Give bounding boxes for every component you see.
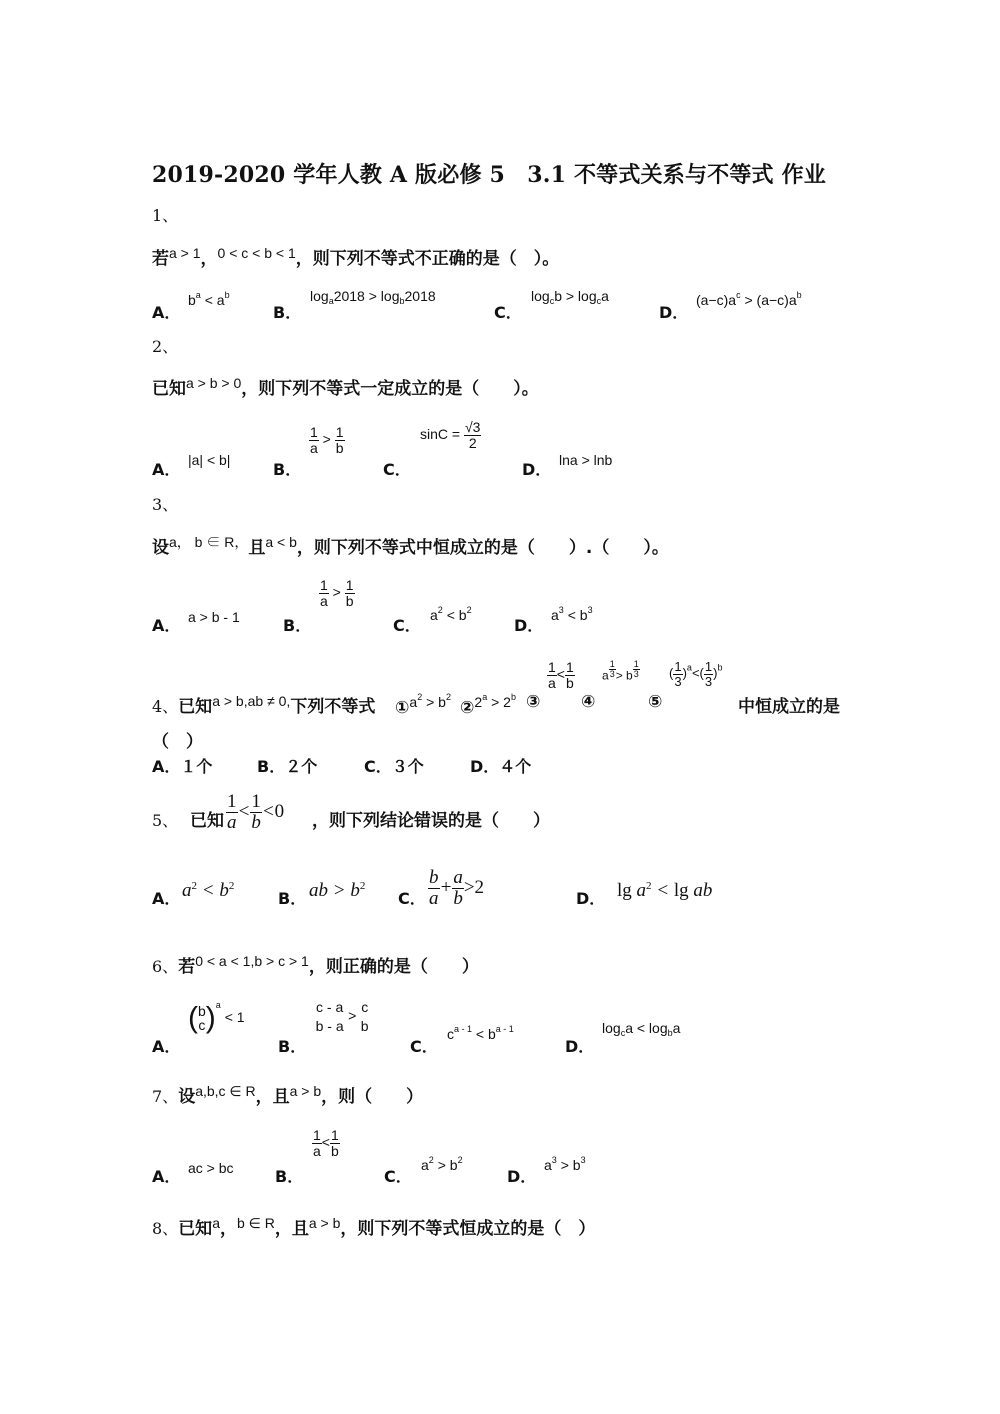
q6-option-b-math: c - a b - a > c b [315, 999, 369, 1034]
q4-tail: 中恒成立的是 [738, 697, 840, 717]
q4-option-a: A．１个 [152, 757, 213, 776]
q1-option-b-label: B． [273, 303, 302, 322]
question-8-stem: 8、已知$^a$，$^{b \in R}$，且$^{a > b}$，则下列不等式恒成立的是（ ） [152, 1215, 596, 1239]
q7-option-b-label: B． [275, 1167, 304, 1186]
q2-option-b-math: $\frac{1}{a}$ > $\frac{1}{b}$ [310, 424, 344, 456]
q5-option-d-math: $\lg a^2 < \lg$ ab [617, 880, 713, 901]
q5-option-a-math: $a^2 < b^2$ [182, 880, 235, 901]
q7-option-a-math: ac > bc [188, 1160, 234, 1176]
q1-option-c-label: C． [494, 303, 522, 322]
q2-option-d-math: lna > lnb [559, 452, 613, 468]
q1-option-a-label: A． [152, 303, 181, 322]
q7-option-b-math: $\frac{1}{a}$ < $\frac{1}{b}$ [313, 1127, 339, 1159]
q3-option-d-label: D． [514, 616, 544, 635]
q6-option-c-math: $c^{a - 1} < b^{a - 1}$ [447, 1024, 514, 1042]
q5-option-b-math: ab > $b^2$ [309, 880, 366, 901]
q4-item-3: ③ [526, 692, 541, 712]
q5-option-c-math: $\frac{b}{a}$ + $\frac{a}{b}$ >2 [429, 867, 485, 909]
q4-option-c: C．３个 [364, 757, 424, 776]
question-2-number: 2、 [152, 337, 179, 356]
document-title: 2019-2020 学年人教 A 版必修 5 3.1 不等式关系与不等式 作业 [152, 162, 826, 188]
q4-item-5: ⑤ [648, 692, 663, 712]
q6-option-c-label: C． [410, 1037, 438, 1056]
q3-option-a-math: a > b - 1 [188, 609, 240, 625]
q2-option-d-label: D． [522, 460, 552, 479]
q4-item-1: ①$^{a^2 > b^2}$ [395, 692, 451, 718]
q2-option-c-label: C． [383, 460, 411, 479]
question-4-stem: 4、已知$^{a > b,ab \ne 0,}$下列不等式 [152, 693, 376, 717]
question-3-stem: 设$^{a, b \in R,}$且$^{a < b}$，则下列不等式中恒成立的是（ ）.（ ）。 [152, 534, 669, 558]
q4-option-d: D．４个 [470, 757, 532, 776]
question-1-stem: 若$^{a > 1}$，$^{0 < c < b < 1}$，则下列不等式不正确的是（ ）。 [152, 245, 560, 269]
question-2-stem: 已知$^{a > b > 0}$，则下列不等式一定成立的是（ ）。 [152, 375, 539, 399]
q4-option-b: B．２个 [257, 757, 318, 776]
q5-stem-text: ，则下列结论错误的是（ ） [312, 811, 550, 831]
q4-item-4-math: a $^{\frac{1}{3}}$ > b $^{\frac{1}{3}}$ [602, 659, 639, 683]
q7-option-d-math: $a^3 > b^3$ [544, 1155, 586, 1173]
q7-option-c-math: $a^2 > b^2$ [421, 1155, 463, 1173]
q6-option-a-math: ( b c )$^a$ < 1 [188, 1000, 245, 1035]
q5-option-d-label: D． [576, 889, 606, 908]
q3-option-c-math: $a^2 < b^2$ [430, 605, 472, 623]
q2-option-a-math: |a| < b| [188, 452, 231, 468]
question-1-number: 1、 [152, 206, 179, 225]
q1-option-d-label: D． [659, 303, 689, 322]
q4-answer-paren: （ ） [152, 732, 203, 752]
q3-option-b-math: $\frac{1}{a}$ > $\frac{1}{b}$ [320, 577, 354, 609]
q6-option-d-label: D． [565, 1037, 595, 1056]
question-6-stem: 6、若$^{0 < a < 1,b > c > 1}$，则正确的是（ ） [152, 953, 479, 977]
q5-option-b-label: B． [278, 889, 307, 908]
q2-option-c-math: sinC = $\frac{√3}{2}$ [420, 419, 481, 451]
q3-option-d-math: $a^3 < b^3$ [551, 605, 593, 623]
q1-option-a-math: $b^a < a^b$ [188, 290, 230, 308]
q2-option-a-label: A． [152, 460, 181, 479]
q4-item-2: ②$^{2^a > 2^b}$ [460, 692, 516, 718]
q5-option-c-label: C． [398, 889, 426, 908]
q1-option-d-math: $(a-c)a^c > (a-c)a^b$ [696, 290, 802, 308]
q6-option-b-label: B． [278, 1037, 307, 1056]
q1-option-b-math: $\log_a2018 > \log_b2018$ [310, 288, 436, 306]
q4-item-4: ④ [581, 692, 596, 712]
q7-option-d-label: D． [507, 1167, 537, 1186]
q7-option-c-label: C． [384, 1167, 412, 1186]
question-5-stem: 5、 已知 [152, 811, 225, 831]
question-7-stem: 7、设$^{a,b,c \in R}$，且$^{a > b}$，则（ ） [152, 1083, 424, 1107]
q4-item-3-math: $\frac{1}{a}$ < $\frac{1}{b}$ [548, 659, 574, 691]
q5-condition-math: $\frac{1}{a}$ < $\frac{1}{b}$ <0 [227, 791, 285, 833]
q6-option-a-label: A． [152, 1037, 181, 1056]
q6-option-d-math: $\log_ca < \log_ba$ [602, 1020, 681, 1038]
q7-option-a-label: A． [152, 1167, 181, 1186]
q2-option-b-label: B． [273, 460, 302, 479]
question-3-number: 3、 [152, 495, 179, 514]
q3-option-a-label: A． [152, 616, 181, 635]
q1-option-c-math: $\log_cb > \log_ca$ [531, 288, 609, 306]
q5-option-a-label: A． [152, 889, 181, 908]
q3-option-b-label: B． [283, 616, 312, 635]
q4-item-5-math: ( $\frac{1}{3}$ )$^a$<( $\frac{1}{3}$ )$^b$ [669, 659, 723, 689]
q3-option-c-label: C． [393, 616, 421, 635]
